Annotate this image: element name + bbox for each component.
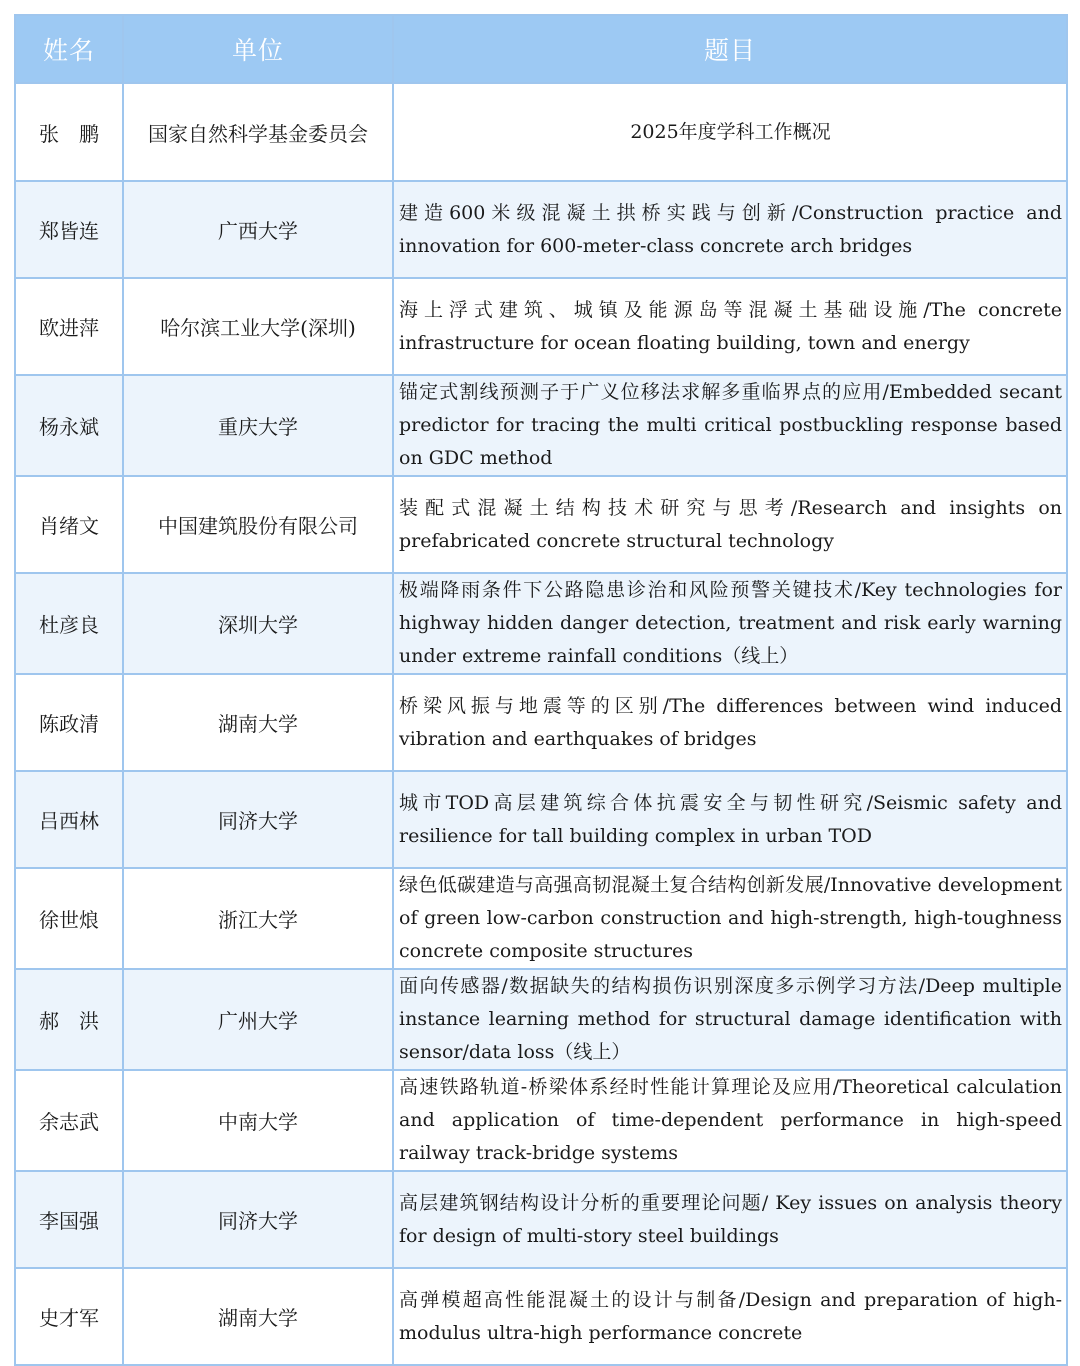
table-row xyxy=(15,573,1067,674)
speaker-unit: 中南大学 xyxy=(123,1070,393,1171)
header-name: 姓名 xyxy=(15,15,123,83)
speaker-unit: 浙江大学 xyxy=(123,868,393,969)
talk-topic: 城市TOD高层建筑综合体抗震安全与韧性研究/Seismic safety and resilience for tall building complex in urban TOD xyxy=(393,771,1067,868)
table-row xyxy=(15,1171,1067,1268)
table-row xyxy=(15,1070,1067,1171)
speaker-schedule-table xyxy=(14,14,1068,1366)
speaker-name: 吕西林 xyxy=(15,771,123,868)
talk-topic: 装配式混凝土结构技术研究与思考/Research and insights on prefabricated concrete structural technology xyxy=(393,476,1067,573)
talk-topic: 绿色低碳建造与高强高韧混凝土复合结构创新发展/Innovative development of green low-carbon construction and high-strength, high-toughness concrete composite structures xyxy=(393,868,1067,969)
speaker-unit: 湖南大学 xyxy=(123,674,393,771)
table-row xyxy=(15,771,1067,868)
table-row xyxy=(15,868,1067,969)
speaker-name: 杨永斌 xyxy=(15,375,123,476)
speaker-name: 余志武 xyxy=(15,1070,123,1171)
table-row xyxy=(15,375,1067,476)
speaker-unit: 重庆大学 xyxy=(123,375,393,476)
speaker-name: 欧进萍 xyxy=(15,278,123,375)
talk-topic: 高速铁路轨道-桥梁体系经时性能计算理论及应用/Theoretical calculation and application of time-dependent performance in high-speed railway track-bridge systems xyxy=(393,1070,1067,1171)
header-row xyxy=(15,15,1067,83)
talk-topic: 锚定式割线预测子于广义位移法求解多重临界点的应用/Embedded secant predictor for tracing the multi critical postbuckling response based on GDC method xyxy=(393,375,1067,476)
speaker-name: 徐世烺 xyxy=(15,868,123,969)
header-unit: 单位 xyxy=(123,15,393,83)
speaker-name: 郝 洪 xyxy=(15,969,123,1070)
speaker-unit: 广州大学 xyxy=(123,969,393,1070)
speaker-name: 肖绪文 xyxy=(15,476,123,573)
speaker-name: 史才军 xyxy=(15,1268,123,1365)
speaker-unit: 广西大学 xyxy=(123,181,393,278)
speaker-unit: 国家自然科学基金委员会 xyxy=(123,83,393,181)
speaker-unit: 湖南大学 xyxy=(123,1268,393,1365)
table-body xyxy=(15,83,1067,1365)
talk-topic: 极端降雨条件下公路隐患诊治和风险预警关键技术/Key technologies for highway hidden danger detection, treatment and risk early warning under extreme rainfall conditions（线上） xyxy=(393,573,1067,674)
table-row xyxy=(15,476,1067,573)
speaker-unit: 同济大学 xyxy=(123,771,393,868)
table-row xyxy=(15,969,1067,1070)
table-row xyxy=(15,674,1067,771)
talk-topic: 2025年度学科工作概况 xyxy=(393,83,1067,181)
speaker-name: 李国强 xyxy=(15,1171,123,1268)
speaker-unit: 同济大学 xyxy=(123,1171,393,1268)
table-row xyxy=(15,181,1067,278)
speaker-name: 陈政清 xyxy=(15,674,123,771)
talk-topic: 高弹模超高性能混凝土的设计与制备/Design and preparation of high-modulus ultra-high performance concrete xyxy=(393,1268,1067,1365)
speaker-name: 郑皆连 xyxy=(15,181,123,278)
speaker-name: 杜彦良 xyxy=(15,573,123,674)
talk-topic: 高层建筑钢结构设计分析的重要理论问题/ Key issues on analysis theory for design of multi-story steel buildings xyxy=(393,1171,1067,1268)
talk-topic: 桥梁风振与地震等的区别/The differences between wind induced vibration and earthquakes of bridges xyxy=(393,674,1067,771)
speaker-unit: 哈尔滨工业大学(深圳) xyxy=(123,278,393,375)
schedule-table-wrapper xyxy=(14,14,1066,1366)
speaker-name: 张 鹏 xyxy=(15,83,123,181)
talk-topic: 建造600米级混凝土拱桥实践与创新/Construction practice and innovation for 600-meter-class concrete arch bridges xyxy=(393,181,1067,278)
header-topic: 题目 xyxy=(393,15,1067,83)
speaker-unit: 深圳大学 xyxy=(123,573,393,674)
table-row xyxy=(15,278,1067,375)
speaker-unit: 中国建筑股份有限公司 xyxy=(123,476,393,573)
table-row xyxy=(15,83,1067,181)
table-header xyxy=(15,15,1067,83)
table-row xyxy=(15,1268,1067,1365)
talk-topic: 海上浮式建筑、城镇及能源岛等混凝土基础设施/The concrete infrastructure for ocean floating building, town and energy xyxy=(393,278,1067,375)
talk-topic: 面向传感器/数据缺失的结构损伤识别深度多示例学习方法/Deep multiple instance learning method for structural damage identification with sensor/data loss（线上） xyxy=(393,969,1067,1070)
